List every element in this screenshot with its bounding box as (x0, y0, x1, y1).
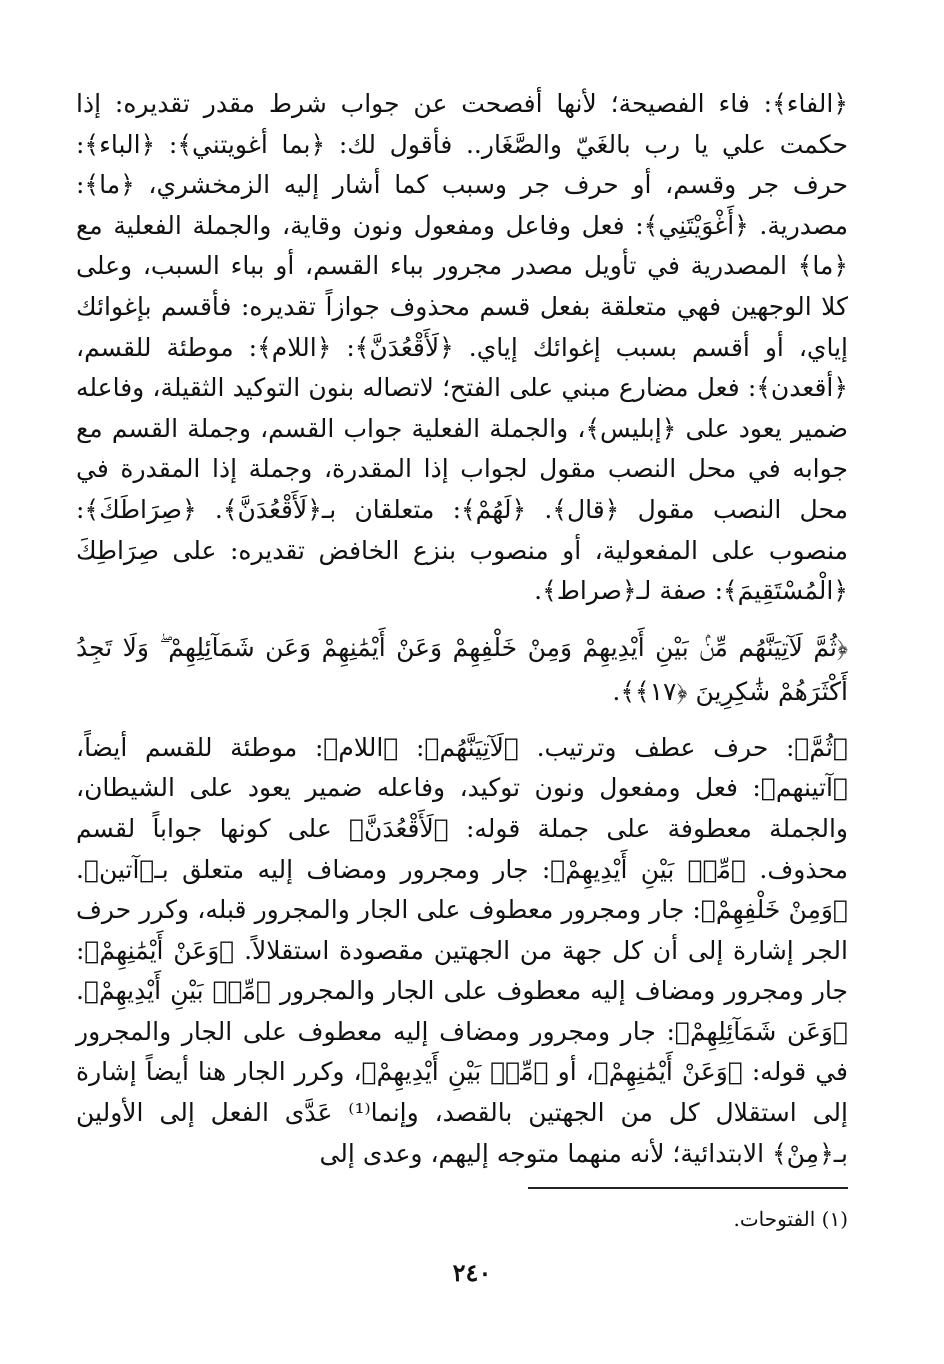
commentary-paragraph-1: ﴿الفاء﴾: فاء الفصيحة؛ لأنها أفصحت عن جواب شرط مقدر تقديره: إذا حكمت علي يا رب بالغَيّ والصَّغَار.. فأقول لك: ﴿بما أغويتني﴾: ﴿الباء﴾: حرف جر وقسم، أو حرف جر وسبب كما أشار إليه الزمخشري، ﴿ما﴾: مصدرية. ﴿أَغْوَيْتَنِي﴾: فعل وفاعل ومفعول ونون وقاية، والجملة الفعلية مع ﴿ما﴾ المصدرية في تأويل مصدر مجرور بباء القسم، أو بباء السبب، وعلى كلا الوجهين فهي متعلقة بفعل قسم محذوف جوازاً تقديره: فأقسم بإغوائك إياي، أو أقسم بسبب إغوائك إياي. ﴿لَأَقْعُدَنَّ﴾: ﴿اللام﴾: موطئة للقسم، ﴿أقعدن﴾: فعل مضارع مبني على الفتح؛ لاتصاله بنون التوكيد الثقيلة، وفاعله ضمير يعود على ﴿إبليس﴾، والجملة الفعلية جواب القسم، وجملة القسم مع جوابه في محل النصب مقول لجواب إذا المقدرة، وجملة إذا المقدرة في محل النصب مقول ﴿قال﴾. ﴿لَهُمْ﴾: متعلقان بـ﴿لَأَقْعُدَنَّ﴾. ﴿صِرَاطَكَ﴾: منصوب على المفعولية، أو منصوب بنزع الخافض تقديره: على صِرَاطِكَ ﴿الْمُسْتَقِيمَ﴾: صفة لـ﴿صراط﴾. (76, 89, 848, 606)
commentary-paragraph-2: ﴿ثُمَّ﴾: حرف عطف وترتيب. ﴿لَآتِيَنَّهُم﴾: ﴿اللام﴾: موطئة للقسم أيضاً، ﴿آتينهم﴾: فعل ومفعول ونون توكيد، وفاعله ضمير يعود على الشيطان، والجملة معطوفة على جملة قوله: ﴿لَأَقْعُدَنَّ﴾ على كونها جواباً لقسم محذوف. ﴿مِّنۢ بَيْنِ أَيْدِيهِمْ﴾: جار ومجرور ومضاف إليه متعلق بـ﴿آتين﴾. ﴿وَمِنْ خَلْفِهِمْ﴾: جار ومجرور معطوف على الجار والمجرور قبله، وكرر حرف الجر إشارة إلى أن كل جهة من الجهتين مقصودة استقلالاً. ﴿وَعَنْ أَيْمَٰنِهِمْ﴾: جار ومجرور ومضاف إليه معطوف على الجار والمجرور ﴿مِّنۢ بَيْنِ أَيْدِيهِمْ﴾. ﴿وَعَن شَمَآئِلِهِمْ﴾: جار ومجرور ومضاف إليه معطوف على الجار والمجرور في قوله: ﴿وَعَنْ أَيْمَٰنِهِمْ﴾، أو ﴿مِّنۢ بَيْنِ أَيْدِيهِمْ﴾، وكرر الجار هنا أيضاً إشارة إلى استقلال كل من الجهتين بالقصد، وإنما⁽¹⁾ عَدَّى الفعل إلى الأولين بـ﴿مِنْ﴾ الابتدائية؛ لأنه منهما متوجه إليهم، وعدى إلى (76, 732, 848, 1168)
footnote-divider (528, 1187, 848, 1189)
page-body (76, 84, 848, 1174)
page-number: ٢٤٠ (452, 1258, 492, 1287)
footnote: (١) الفتوحات. (733, 1207, 848, 1231)
quran-verse: ﴿ثُمَّ لَآتِيَنَّهُم مِّنۢ بَيْنِ أَيْدِيهِمْ وَمِنْ خَلْفِهِمْ وَعَنْ أَيْمَٰنِهِمْ وَعَن شَمَآئِلِهِمْ ۖ وَلَا تَجِدُ أَكْثَرَهُمْ شَٰكِرِينَ ﴿١٧﴾﴾. (76, 632, 848, 706)
